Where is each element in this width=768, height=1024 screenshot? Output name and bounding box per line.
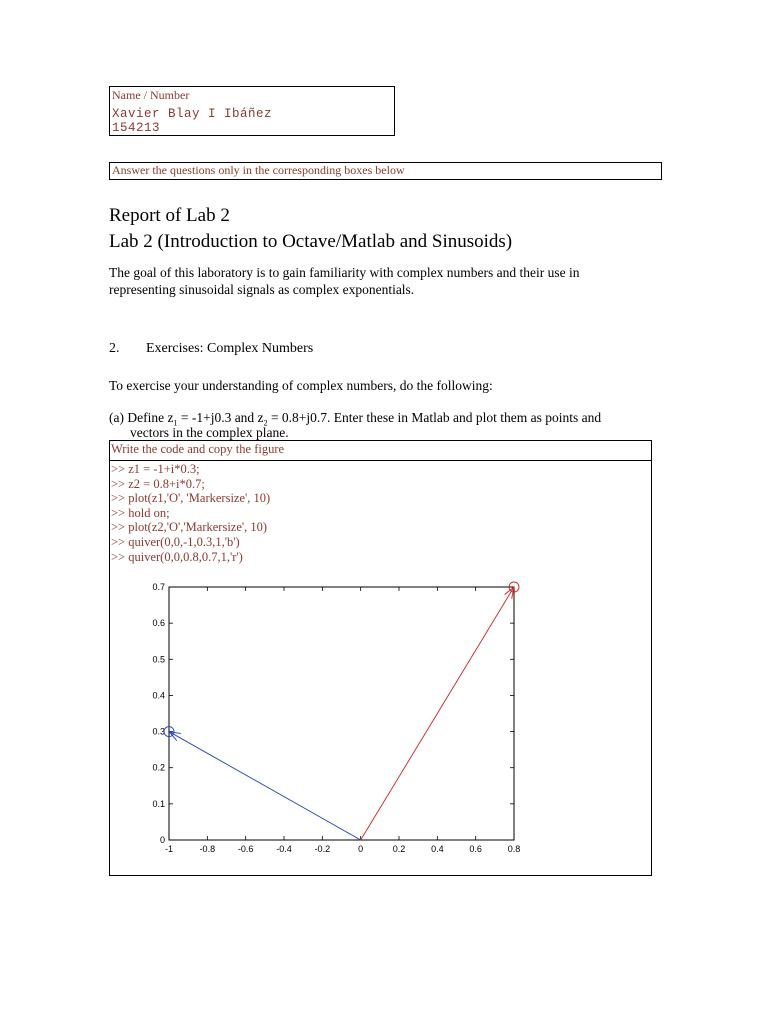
answer-box-header <box>110 441 651 461</box>
x-tick-label: -0.2 <box>314 844 331 854</box>
name-label: Name / Number <box>112 88 190 102</box>
x-tick-label: 0 <box>358 844 364 854</box>
code-line: >> quiver(0,0,0.8,0.7,1,'r') <box>111 549 243 564</box>
x-tick-label: -1 <box>164 844 174 854</box>
code-listing <box>111 462 270 564</box>
lab-subtitle: Lab 2 (Introduction to Octave/Matlab and Sinusoids) <box>109 231 513 252</box>
y-tick-label: 0.2 <box>152 762 165 773</box>
code-line: >> z2 = 0.8+i*0.7; <box>111 476 205 491</box>
x-tick-label: 0.8 <box>507 844 521 854</box>
student-number: 154213 <box>112 121 161 135</box>
x-tick-label: -0.8 <box>199 844 216 854</box>
question-a-line1: (a) Define $z_1 = -1+j0.3$ and $z_2 = 0.8+j0.7$. Enter these in Matlab and plot them as points and <box>109 410 602 428</box>
y-tick-label: 0.7 <box>152 582 165 592</box>
code-line: >> quiver(0,0,-1,0.3,1,'b') <box>111 534 240 549</box>
section-title: Exercises: Complex Numbers <box>146 341 314 356</box>
y-tick-label: 0.6 <box>152 618 165 629</box>
x-tick-label: -0.4 <box>276 844 292 854</box>
exercise-intro: To exercise your understanding of complex numbers, do the following: <box>109 378 493 393</box>
y-tick-label: 0.3 <box>152 726 165 737</box>
question-a-line2: vectors in the complex plane. <box>130 425 289 440</box>
name-number-box <box>109 86 395 136</box>
instruction-text: Answer the questions only in the corresponding boxes below <box>112 163 405 177</box>
x-tick-label: 0.2 <box>392 844 406 854</box>
y-tick-label: 0.5 <box>152 654 165 665</box>
plot-frame <box>169 587 514 840</box>
y-tick-label: 0 <box>159 835 165 845</box>
y-tick-label: 0.1 <box>152 798 165 809</box>
code-line: >> plot(z1,'O', 'Markersize', 10) <box>111 491 271 506</box>
y-tick-label: 0.4 <box>152 690 165 701</box>
student-name: Xavier Blay I Ibáñez <box>112 107 273 121</box>
complex-plane-plot <box>140 580 530 860</box>
code-line: >> plot(z2,'O','Markersize', 10) <box>111 520 268 535</box>
z1-vector <box>169 732 361 840</box>
x-tick-label: -0.6 <box>237 844 254 854</box>
code-line: >> z1 = -1+i*0.3; <box>111 462 200 476</box>
z2-vector <box>361 587 514 840</box>
answer-box-title: Write the code and copy the figure <box>111 442 285 456</box>
x-tick-label: 0.6 <box>469 844 482 854</box>
intro-paragraph: The goal of this laboratory is to gain familiarity with complex numbers and their use in representing sinusoidal signals as complex exponentials. <box>109 265 580 297</box>
section-number: 2. <box>109 341 120 356</box>
report-title: Report of Lab 2 <box>109 205 230 226</box>
x-tick-label: 0.4 <box>431 844 444 854</box>
instruction-box <box>109 162 662 180</box>
code-line: >> hold on; <box>111 505 170 520</box>
